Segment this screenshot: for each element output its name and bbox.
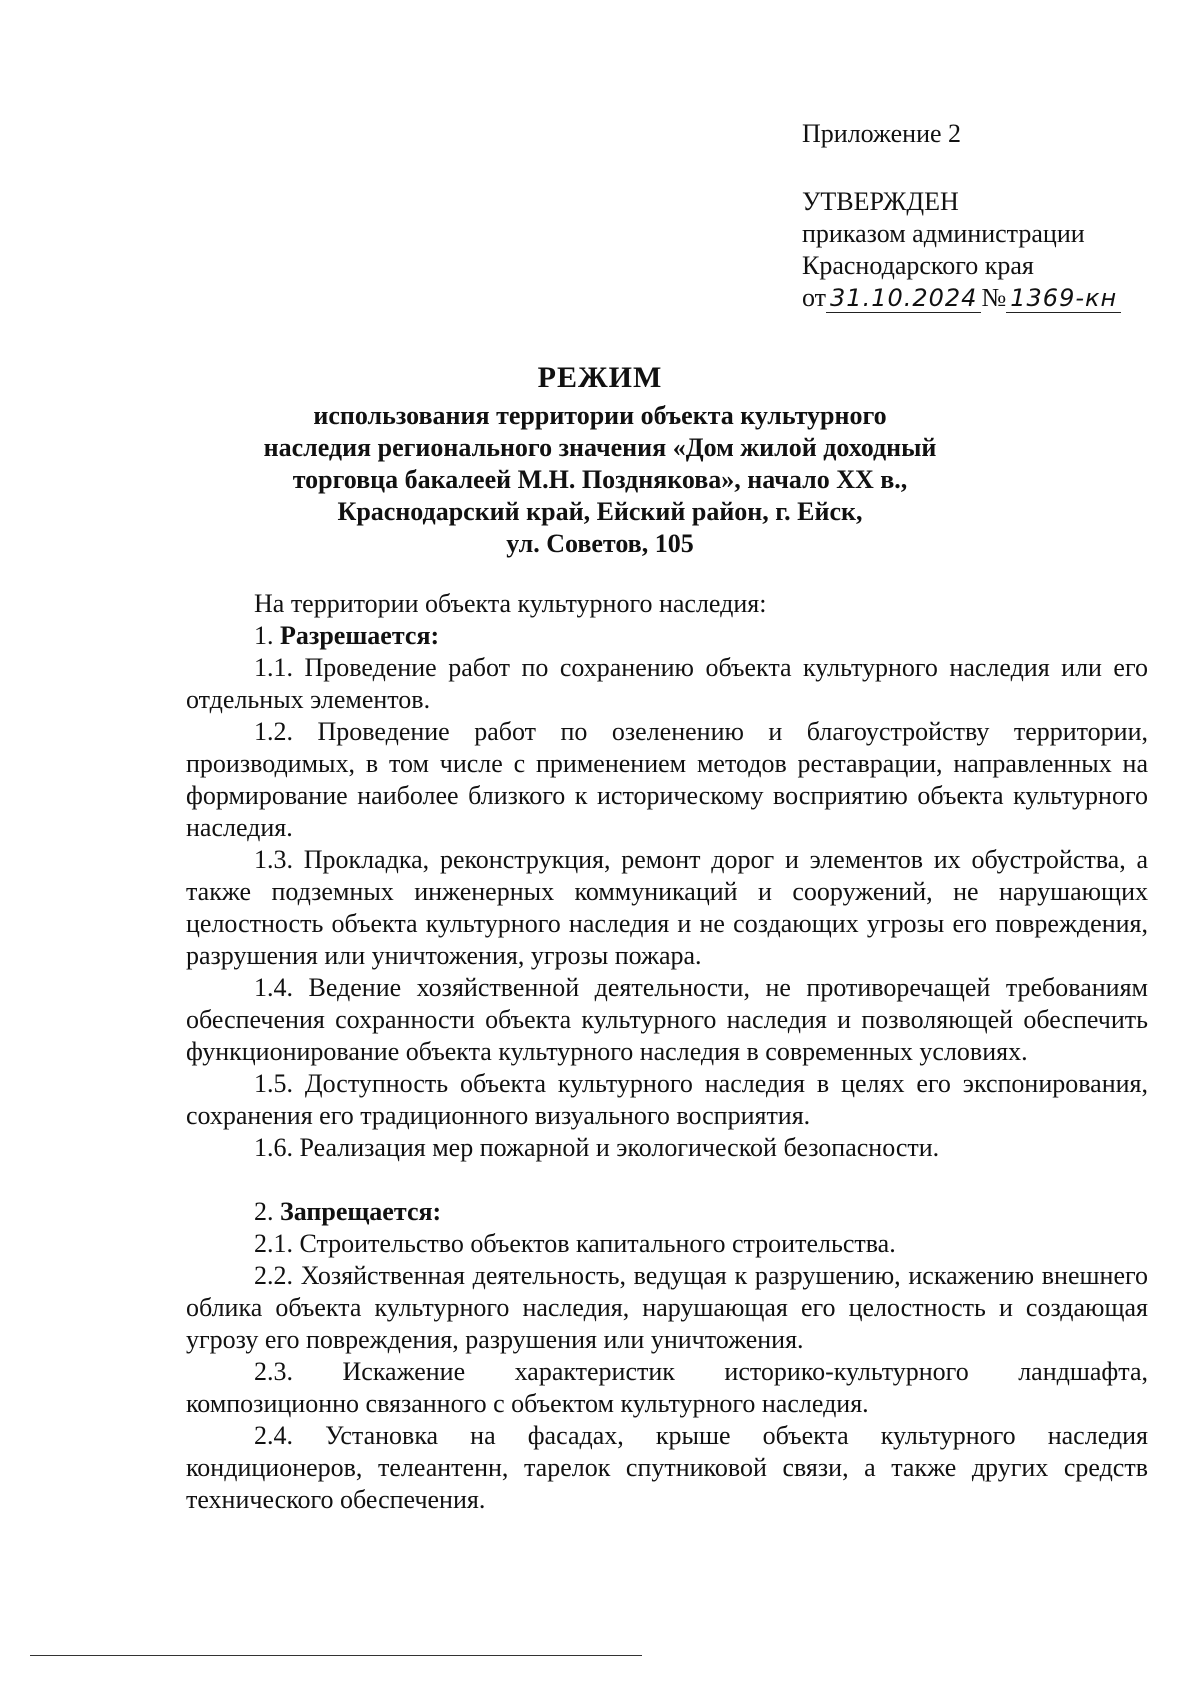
approved-label: УТВЕРЖДЕН bbox=[802, 187, 959, 216]
clause: 1.5. Доступность объекта культурного наследия в целях его экспонирования, сохранения его традиционного визуального восприятия. bbox=[186, 1069, 1148, 1130]
title-line: Краснодарский край, Ейский район, г. Ейск, bbox=[337, 497, 863, 526]
clause: 1.6. Реализация мер пожарной и экологической безопасности. bbox=[254, 1133, 940, 1162]
approval-block bbox=[802, 118, 1121, 314]
clause: 2.2. Хозяйственная деятельность, ведущая к разрушению, искажению внешнего облика объекта культурного наследия, нарушающая его целостность и создающая угрозу его повреждения, разрушения или уничтожения. bbox=[186, 1261, 1148, 1354]
intro-paragraph: На территории объекта культурного наследия: bbox=[254, 589, 767, 618]
document-body bbox=[186, 588, 1148, 1516]
clause: 1.1. Проведение работ по сохранению объекта культурного наследия или его отдельных элементов. bbox=[186, 653, 1148, 714]
section-number: 1. bbox=[254, 621, 274, 650]
clause: 2.1. Строительство объектов капитального строительства. bbox=[254, 1229, 896, 1258]
clause: 2.4. Установка на фасадах, крыше объекта культурного наследия кондиционеров, телеантенн, тарелок спутниковой связи, а также других средств технического обеспечения. bbox=[186, 1421, 1148, 1514]
section-2-heading bbox=[186, 1196, 1148, 1228]
section-spacer bbox=[186, 1164, 1148, 1196]
title-line: ул. Советов, 105 bbox=[506, 529, 694, 558]
clause: 1.4. Ведение хозяйственной деятельности, не противоречащей требованиям обеспечения сохранности объекта культурного наследия и позволяющей обеспечить функционирование объекта культурного наследия в современных условиях. bbox=[186, 973, 1148, 1066]
section-1-heading bbox=[186, 620, 1148, 652]
document-title bbox=[190, 360, 1010, 560]
footer-divider bbox=[30, 1655, 642, 1656]
annex-label: Приложение 2 bbox=[802, 119, 962, 148]
handwritten-number: 1369-кн bbox=[1006, 284, 1121, 313]
title-line: использования территории объекта культурного bbox=[313, 401, 887, 430]
title-main: РЕЖИМ bbox=[537, 361, 663, 394]
title-line: наследия регионального значения «Дом жилой доходный bbox=[263, 433, 937, 462]
section-title: Разрешается: bbox=[280, 621, 440, 650]
clause: 2.3. Искажение характеристик историко-культурного ландшафта, композиционно связанного с объектом культурного наследия. bbox=[186, 1357, 1148, 1418]
approval-line-1: приказом администрации bbox=[802, 219, 1085, 248]
clause: 1.3. Прокладка, реконструкция, ремонт дорог и элементов их обустройства, а также подземных инженерных коммуникаций и сооружений, не нарушающих целостность объекта культурного наследия и не создающих угрозы его повреждения, разрушения или уничтожения, угрозы пожара. bbox=[186, 845, 1148, 970]
number-prefix: № bbox=[981, 283, 1007, 312]
order-date-number bbox=[802, 282, 1121, 314]
from-prefix: от bbox=[802, 283, 827, 312]
title-line: торговца бакалеей М.Н. Позднякова», начало XX в., bbox=[292, 465, 908, 494]
approval-line-2: Краснодарского края bbox=[802, 251, 1034, 280]
section-title: Запрещается: bbox=[280, 1197, 442, 1226]
clause: 1.2. Проведение работ по озеленению и благоустройству территории, производимых, в том числе с применением методов реставрации, направленных на формирование наиболее близкого к историческому восприятию объекта культурного наследия. bbox=[186, 717, 1148, 842]
section-number: 2. bbox=[254, 1197, 274, 1226]
handwritten-date: 31.10.2024 bbox=[826, 284, 981, 313]
